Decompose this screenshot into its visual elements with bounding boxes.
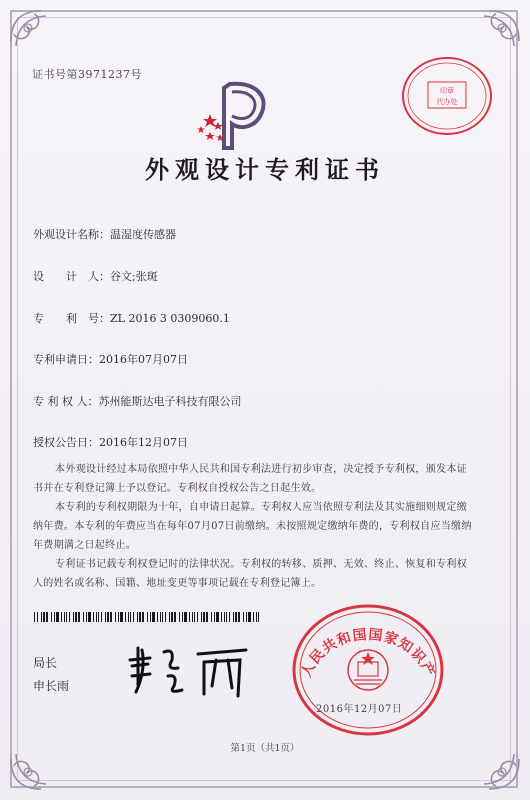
patent-number-row <box>33 310 230 326</box>
grant-date-value: 2016年12月07日 <box>99 436 188 449</box>
corner-ornament-bottom-left <box>6 724 76 794</box>
grant-date-label: 授权公告日： <box>33 436 99 449</box>
designer-label: 设 计 人： <box>33 270 110 283</box>
certificate-body <box>33 460 473 593</box>
seal-text: 人民共和国国家知识产 <box>298 626 438 681</box>
design-name-value: 温湿度传感器 <box>110 228 176 241</box>
filing-date-label: 专利申请日： <box>33 353 99 366</box>
paragraph-grant: 本外观设计经过本局依照中华人民共和国专利法进行初步审查，决定授予专利权，颁发本证书并在专利登记簿上予以登记。专利权自授权公告之日起生效。 <box>33 464 467 494</box>
filing-date-row <box>33 351 188 367</box>
patentee-row <box>33 393 242 409</box>
patentee-value: 苏州能斯达电子科技有限公司 <box>98 395 242 408</box>
design-name-row <box>33 226 176 242</box>
designer-row <box>33 268 158 284</box>
agency-stamp <box>398 52 496 140</box>
svg-text:代办处: 代办处 <box>436 98 458 106</box>
paragraph-legal-status: 专利证书记载专利权登记时的法律状况。专利权的转移、质押、无效、终止、恢复和专利权人的姓名或名称、国籍、地址变更等事项记载在专利登记簿上。 <box>33 559 467 589</box>
certificate-number: 证书号第3971237号 <box>32 68 142 81</box>
page-footer: 第1页（共1页） <box>230 743 300 754</box>
corner-ornament-bottom-right <box>454 724 524 794</box>
paragraph-term: 本专利的专利权期限为十年，自申请日起算。专利权人应当依照专利法及其实施细则规定缴纳年费。本专利的年费应当在每年07月07日前缴纳。未按照规定缴纳年费的，专利权自应当缴纳年费期满之日起终止。 <box>33 502 472 551</box>
director-title: 局长 <box>33 656 58 670</box>
director-signature <box>120 630 260 705</box>
filing-date-value: 2016年07月07日 <box>99 353 188 366</box>
patent-number-label: 专 利 号： <box>33 312 110 325</box>
grant-date-row <box>33 434 188 450</box>
seal-date: 2016年12月07日 <box>316 704 403 715</box>
official-seal <box>288 600 448 740</box>
designer-value: 谷文;张斑 <box>110 270 158 283</box>
patentee-label: 专 利 权 人： <box>33 395 99 408</box>
barcode-icon <box>34 607 260 617</box>
director-name: 申长雨 <box>33 679 70 693</box>
patent-office-logo-icon <box>196 78 276 154</box>
design-name-label: 外观设计名称： <box>33 228 110 241</box>
page-title: 外观设计专利证书 <box>145 156 385 184</box>
patent-number-value: ZL 2016 3 0309060.1 <box>110 312 230 325</box>
svg-text:印章: 印章 <box>440 87 454 95</box>
